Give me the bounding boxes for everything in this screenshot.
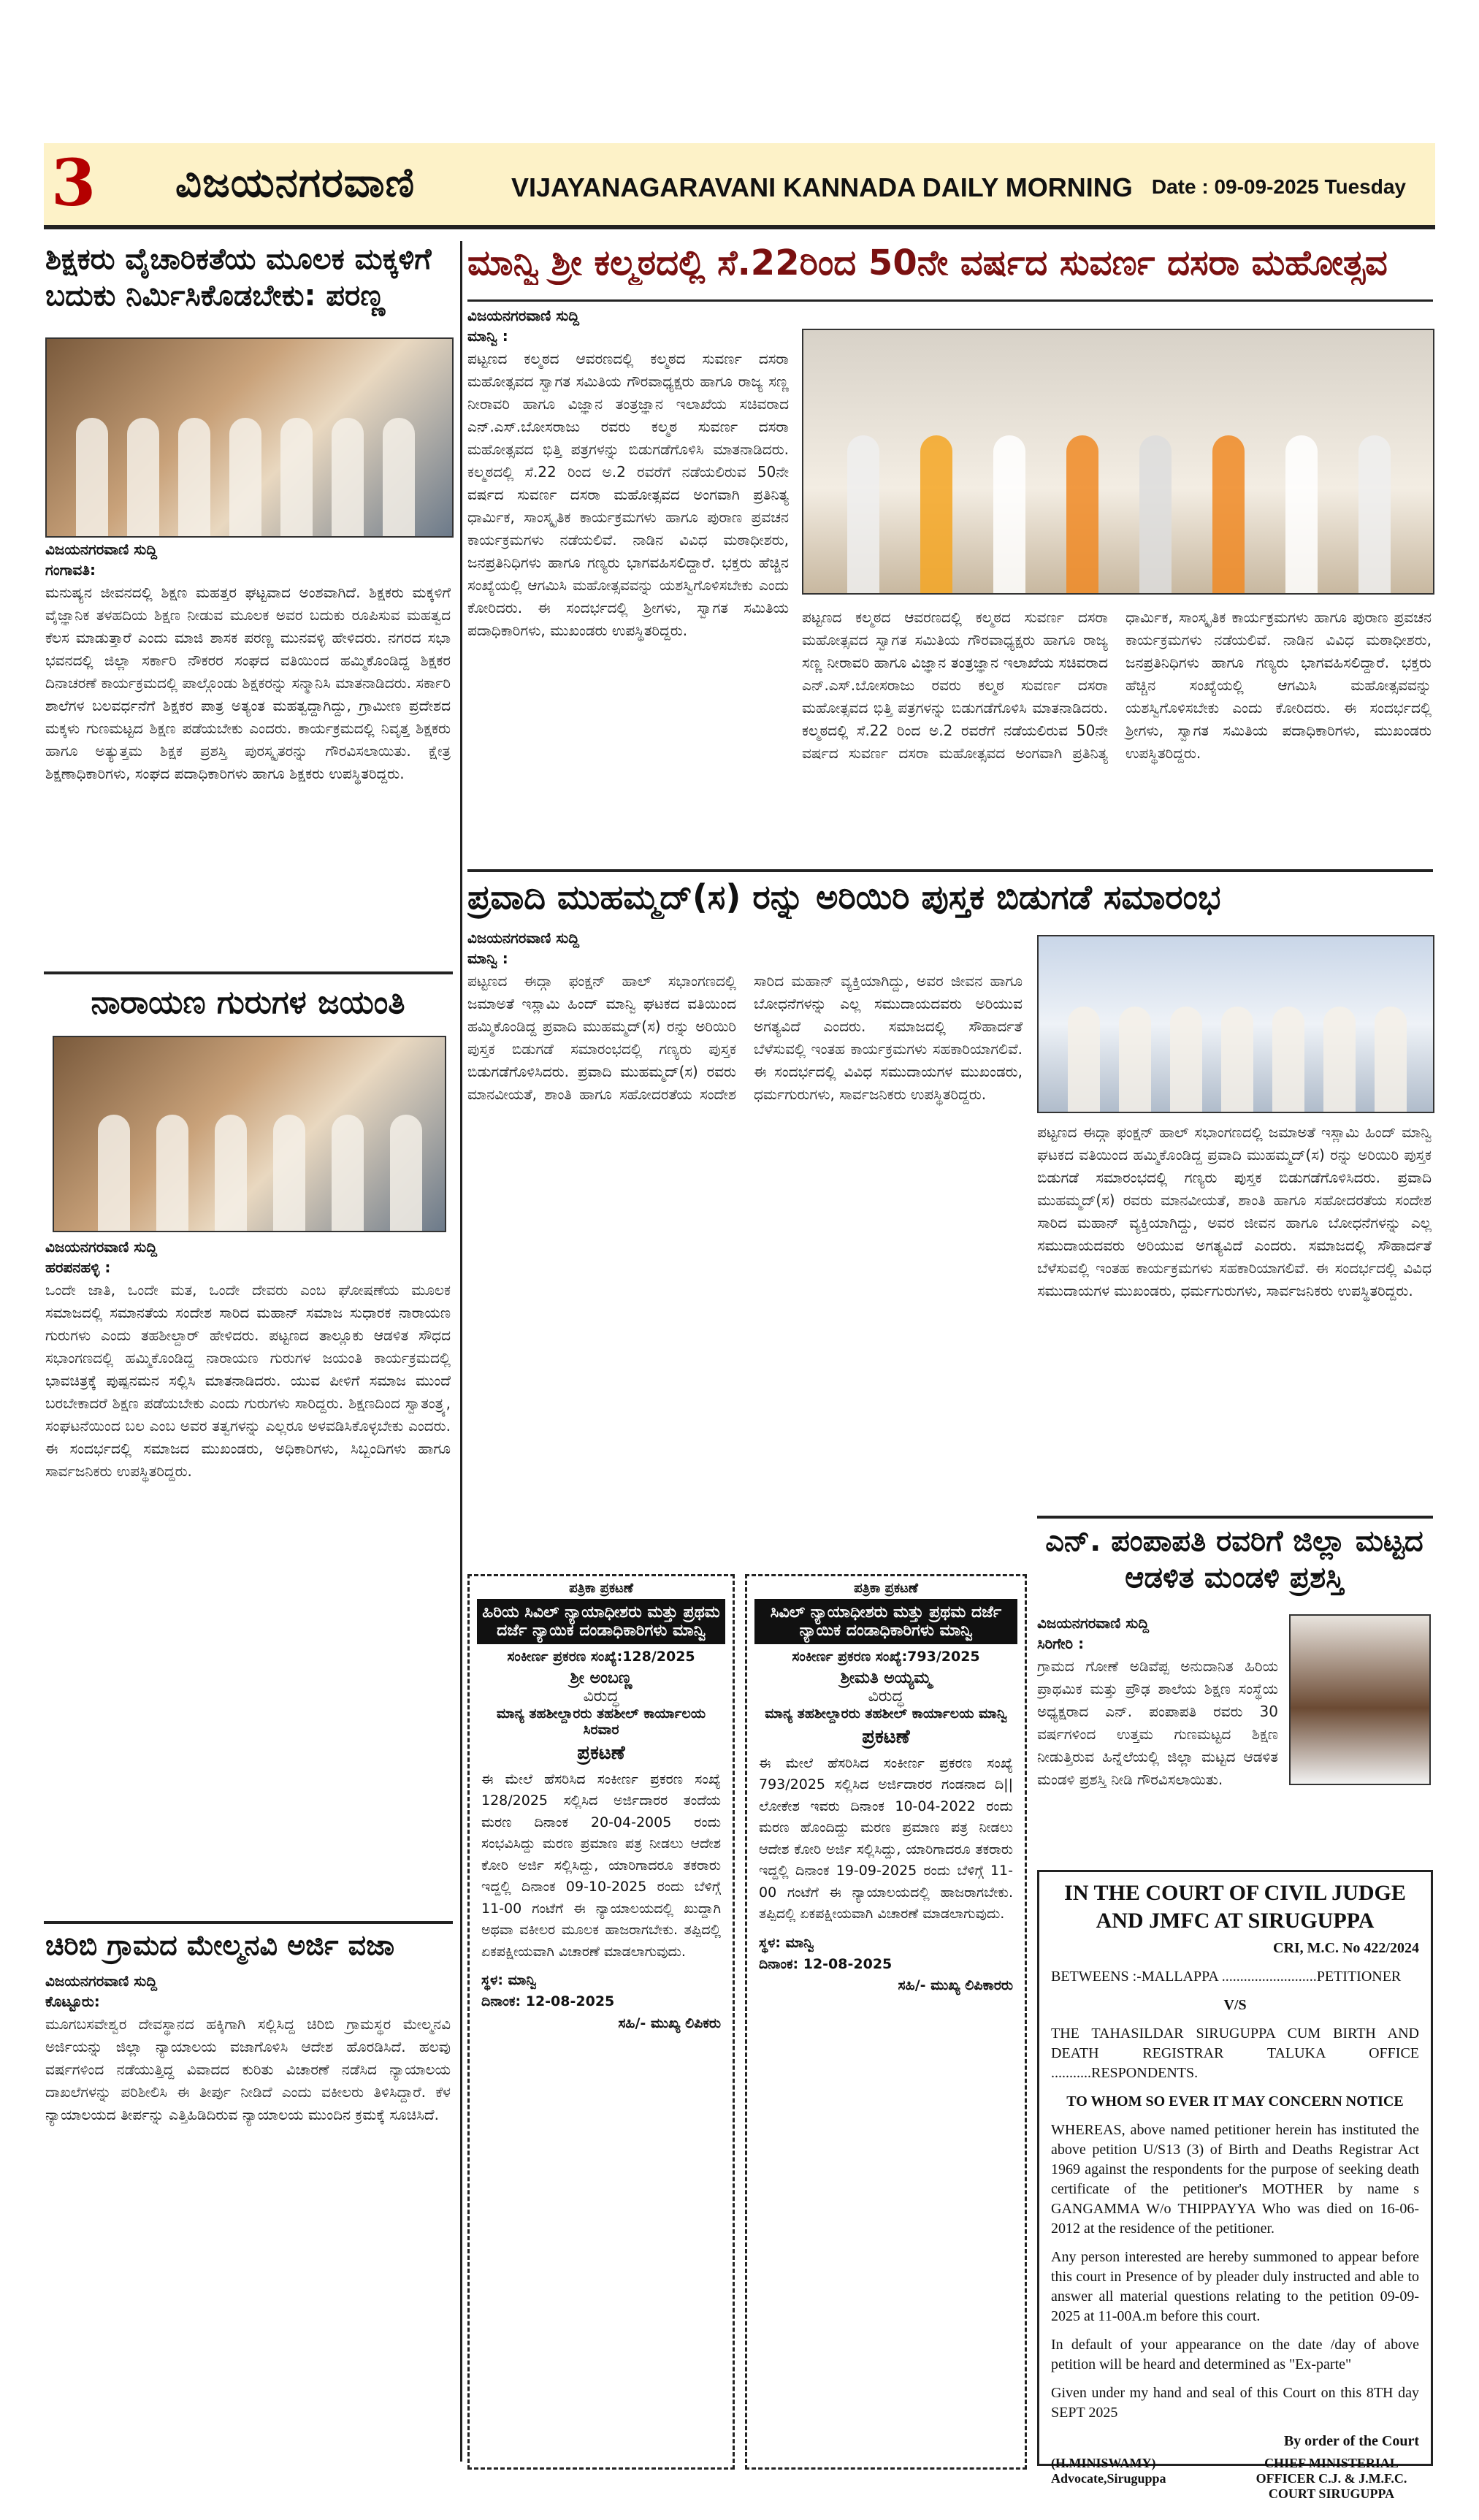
teachers-photo [45,337,454,538]
notice-court: ಸಿವಿಲ್ ನ್ಯಾಯಾಧೀಶರು ಮತ್ತು ಪ್ರಥಮ ದರ್ಜೆ ನ್ಯಾಯಿಕ ದಂಡಾಧಿಕಾರಿಗಳು ಮಾನ್ವಿ [754,1599,1017,1644]
teachers-body: ಮನುಷ್ಯನ ಜೀವನದಲ್ಲಿ ಶಿಕ್ಷಣ ಮಹತ್ತರ ಘಟ್ಟವಾದ ಅಂಶವಾಗಿದೆ. ಶಿಕ್ಷಕರು ಮಕ್ಕಳಿಗೆ ವೈಜ್ಞಾನಿಕ ತಳಹದಿಯ ಶಿಕ್ಷಣ ನೀಡುವ ಮೂಲಕ ಅವರ ಬದುಕು ರೂಪಿಸುವ ಮಹತ್ವದ ಕೆಲಸ ಮಾಡುತ್ತಾರೆ ಎಂದು ಮಾಜಿ ಶಾಸಕ ಪರಣ್ಣ ಮುನವಳ್ಳಿ ಹೇಳಿದರು. ನಗರದ ಸಭಾ ಭವನದಲ್ಲಿ ಜಿಲ್ಲಾ ಸರ್ಕಾರಿ ನೌಕರರ ಸಂಘದ ವತಿಯಿಂದ ಹಮ್ಮಿಕೊಂಡಿದ್ದ ಶಿಕ್ಷಕರ ದಿನಾಚರಣೆ ಕಾರ್ಯಕ್ರಮದಲ್ಲಿ ಪಾಲ್ಗೊಂಡು ಶಿಕ್ಷಕರನ್ನು ಸನ್ಮಾನಿಸಿ ಮಾತನಾಡಿದರು. ಸರ್ಕಾರಿ ಶಾಲೆಗಳ ಬಲವರ್ಧನೆಗೆ ಶಿಕ್ಷಕರ ಪಾತ್ರ ಅತ್ಯಂತ ಮಹತ್ವದ್ದಾಗಿದ್ದು, ಗ್ರಾಮೀಣ ಪ್ರದೇಶದ ಮಕ್ಕಳು ಗುಣಮಟ್ಟದ ಶಿಕ್ಷಣ ಪಡೆಯಬೇಕು ಎಂದರು. ಕಾರ್ಯಕ್ರಮದಲ್ಲಿ ನಿವೃತ್ತ ಶಿಕ್ಷಕರು ಹಾಗೂ ಅತ್ಯುತ್ತಮ ಶಿಕ್ಷಕ ಪ್ರಶಸ್ತಿ ಪುರಸ್ಕೃತರನ್ನು ಗೌರವಿಸಲಾಯಿತು. ಕ್ಷೇತ್ರ ಶಿಕ್ಷಣಾಧಿಕಾರಿಗಳು, ಸಂಘದ ಪದಾಧಿಕಾರಿಗಳು ಹಾಗೂ ಶಿಕ್ಷಕರು ಉಪಸ್ಥಿತರಿದ್ದರು. [45,584,451,782]
pampapathi-portrait [1289,1614,1431,1785]
dasara-body-left: ಪಟ್ಟಣದ ಕಲ್ಮಠದ ಆವರಣದಲ್ಲಿ ಕಲ್ಮಠದ ಸುವರ್ಣ ದಸರಾ ಮಹೋತ್ಸವದ ಸ್ವಾಗತ ಸಮಿತಿಯ ಗೌರವಾಧ್ಯಕ್ಷರು ಹಾಗೂ ರಾಜ್ಯ ಸಣ್ಣ ನೀರಾವರಿ ಹಾಗೂ ವಿಜ್ಞಾನ ತಂತ್ರಜ್ಞಾನ ಇಲಾಖೆಯ ಸಚಿವರಾದ ಎನ್.ಎಸ್.ಬೋಸರಾಜು ರವರು ಕಲ್ಮಠ ಸುವರ್ಣ ದಸರಾ ಮಹೋತ್ಸವದ ಭಿತ್ತಿ ಪತ್ರಗಳನ್ನು ಬಿಡುಗಡೆಗೊಳಿಸಿ ಮಾತನಾಡಿದರು. ಕಲ್ಮಠದಲ್ಲಿ ಸೆ.22 ರಿಂದ ಅ.2 ರವರೆಗೆ ನಡೆಯಲಿರುವ 50ನೇ ವರ್ಷದ ಸುವರ್ಣ ದಸರಾ ಮಹೋತ್ಸವದ ಅಂಗವಾಗಿ ಪ್ರತಿನಿತ್ಯ ಧಾರ್ಮಿಕ, ಸಾಂಸ್ಕೃತಿಕ ಕಾರ್ಯಕ್ರಮಗಳು ಹಾಗೂ ಪುರಾಣ ಪ್ರವಚನ ಕಾರ್ಯಕ್ರಮಗಳು ನಡೆಯಲಿವೆ. ನಾಡಿನ ವಿವಿಧ ಮಠಾಧೀಶರು, ಜನಪ್ರತಿನಿಧಿಗಳು ಹಾಗೂ ಗಣ್ಯರು ಭಾಗವಹಿಸಲಿದ್ದಾರೆ. ಭಕ್ತರು ಹೆಚ್ಚಿನ ಸಂಖ್ಯೆಯಲ್ಲಿ ಆಗಮಿಸಿ ಮಹೋತ್ಸವವನ್ನು ಯಶಸ್ವಿಗೊಳಿಸಬೇಕು ಎಂದು ಕೋರಿದರು. ಈ ಸಂದರ್ಭದಲ್ಲಿ ಶ್ರೀಗಳು, ಸ್ವಾಗತ ಸಮಿತಿಯ ಪದಾಧಿಕಾರಿಗಳು, ಮುಖಂಡರು ಉಪಸ್ಥಿತರಿದ್ದರು. [467,350,789,639]
dasara-photo [802,329,1434,595]
court-respondent: THE TAHASILDAR SIRUGUPPA CUM BIRTH AND DEATH REGISTRAR TALUKA OFFICE ...........RESPONDENTS. [1051,2025,1419,2081]
page-number: 3 [51,145,96,221]
court-notice-left [467,1574,735,2470]
notice-tag: ಪತ್ರಿಕಾ ಪ್ರಕಟಣೆ [569,1581,633,1596]
pampapathi-byline: ವಿಜಯನಗರವಾಣಿ ಸುದ್ದಿ [1037,1614,1150,1632]
court-officer: CHIEF MINISTERIAL OFFICER C.J. & J.M.F.C. COURT SIRUGUPPA [1256,2456,1407,2501]
notice-sign: ಸಹಿ/- ಮುಖ್ಯ ಲಿಪಿಕಾರರು [898,1977,1013,1994]
notice-place: ಸ್ಥಳ: ಮಾನ್ವಿ [481,1971,537,1988]
teachers-dateline: ಗಂಗಾವತಿ: [45,561,96,579]
divider [44,1921,453,1924]
prophet-headline: ಪ್ರವಾದಿ ಮುಹಮ್ಮದ್(ಸ) ರನ್ನು ಅರಿಯಿರಿ ಪುಸ್ತಕ ಬಿಡುಗಡೆ ಸಮಾರಂಭ [467,877,1221,917]
notice-petitioner: ಶ್ರೀ ಅಂಬಣ್ಣ [570,1669,633,1687]
teachers-headline: ಶಿಕ್ಷಕರು ವೈಚಾರಿಕತೆಯ ಮೂಲಕ ಮಕ್ಕಳಿಗೆ ಬದುಕು ನಿರ್ಮಿಸಿಕೊಡಬೇಕು: ಪರಣ್ಣ [45,243,432,313]
court-by-order: By order of the Court [1283,2433,1419,2449]
notice-vs: ವಿರುದ್ಧ [868,1687,904,1706]
notice-title: ಪ್ರಕಟಣೆ [862,1726,910,1748]
chiribi-headline: ಚಿರಿಬಿ ಗ್ರಾಮದ ಮೇಲ್ಮನವಿ ಅರ್ಜಿ ವಜಾ [45,1929,395,1961]
court-to-whom: TO WHOM SO EVER IT MAY CONCERN NOTICE [1066,2093,1404,2109]
notice-tag: ಪತ್ರಿಕಾ ಪ್ರಕಟಣೆ [854,1581,918,1596]
court-vs: V/S [1223,1997,1247,2013]
prophet-body-right: ಪಟ್ಟಣದ ಈದ್ಗಾ ಫಂಕ್ಷನ್ ಹಾಲ್ ಸಭಾಂಗಣದಲ್ಲಿ ಜಮಾಅತೆ ಇಸ್ಲಾಮಿ ಹಿಂದ್ ಮಾನ್ವಿ ಘಟಕದ ವತಿಯಿಂದ ಹಮ್ಮಿಕೊಂಡಿದ್ದ ಪ್ರವಾದಿ ಮುಹಮ್ಮದ್(ಸ) ರನ್ನು ಅರಿಯಿರಿ ಪುಸ್ತಕ ಬಿಡುಗಡೆ ಸಮಾರಂಭದಲ್ಲಿ ಗಣ್ಯರು ಪುಸ್ತಕ ಬಿಡುಗಡೆಗೊಳಿಸಿದರು. ಪ್ರವಾದಿ ಮುಹಮ್ಮದ್(ಸ) ರವರು ಮಾನವೀಯತೆ, ಶಾಂತಿ ಹಾಗೂ ಸಹೋದರತೆಯ ಸಂದೇಶ ಸಾರಿದ ಮಹಾನ್ ವ್ಯಕ್ತಿಯಾಗಿದ್ದು, ಅವರ ಜೀವನ ಹಾಗೂ ಬೋಧನೆಗಳನ್ನು ಎಲ್ಲ ಸಮುದಾಯದವರು ಅರಿಯುವ ಅಗತ್ಯವಿದೆ ಎಂದರು. ಸಮಾಜದಲ್ಲಿ ಸೌಹಾರ್ದತೆ ಬೆಳೆಸುವಲ್ಲಿ ಇಂತಹ ಕಾರ್ಯಕ್ರಮಗಳು ಸಹಕಾರಿಯಾಗಲಿವೆ. ಈ ಸಂದರ್ಭದಲ್ಲಿ ವಿವಿಧ ಸಮುದಾಯಗಳ ಮುಖಂಡರು, ಧರ್ಮಗುರುಗಳು, ಸಾರ್ವಜನಿಕರು ಉಪಸ್ಥಿತರಿದ್ದರು. [1037,1123,1432,1299]
notice-case: ಸಂಕೀರ್ಣ ಪ್ರಕರಣ ಸಂಖ್ಯೆ:793/2025 [792,1649,980,1665]
narayana-photo [53,1036,446,1232]
court-body-3: In default of your appearance on the date /day of above petition will be heard and determined as "Ex-parte" [1051,2337,1419,2372]
chiribi-byline: ವಿಜಯನಗರವಾಣಿ ಸುದ್ದಿ [45,1972,158,1990]
prophet-photo [1037,935,1434,1113]
notice-title: ಪ್ರಕಟಣೆ [577,1742,625,1764]
divider [1037,1516,1433,1519]
court-petitioner: BETWEENS :-MALLAPPA ..........................PETITIONER [1051,1969,1402,1985]
divider [467,299,1433,302]
pampapathi-body: ಗ್ರಾಮದ ಗೋಣೆ ಅಡಿವೆಪ್ಪ ಅನುದಾನಿತ ಹಿರಿಯ ಪ್ರಾಥಮಿಕ ಮತ್ತು ಪ್ರೌಢ ಶಾಲೆಯ ಶಿಕ್ಷಣ ಸಂಸ್ಥೆಯ ಅಧ್ಯಕ್ಷರಾದ ಎನ್. ಪಂಪಾಪತಿ ರವರು 30 ವರ್ಷಗಳಿಂದ ಉತ್ತಮ ಗುಣಮಟ್ಟದ ಶಿಕ್ಷಣ ನೀಡುತ್ತಿರುವ ಹಿನ್ನೆಲೆಯಲ್ಲಿ ಜಿಲ್ಲಾ ಮಟ್ಟದ ಆಡಳಿತ ಮಂಡಳಿ ಪ್ರಶಸ್ತಿ ನೀಡಿ ಗೌರವಿಸಲಾಯಿತು. [1037,1657,1278,1788]
court-notice-right [745,1574,1027,2470]
prophet-byline: ವಿಜಯನಗರವಾಣಿ ಸುದ್ದಿ [467,929,580,947]
notice-vs: ವಿರುದ್ಧ [583,1687,619,1706]
paper-name-english: VIJAYANAGARAVANI KANNADA DAILY MORNING [511,172,1133,202]
narayana-headline: ನಾರಾಯಣ ಗುರುಗಳ ಜಯಂತಿ [91,984,405,1021]
notice-date: ದಿನಾಂಕ: 12-08-2025 [481,1993,615,2010]
pampapathi-headline: ಎನ್. ಪಂಪಾಪತಿ ರವರಿಗೆ ಜಿಲ್ಲಾ ಮಟ್ಟದ ಆಡಳಿತ ಮಂಡಳಿ ಪ್ರಶಸ್ತಿ [1045,1524,1423,1595]
notice-body: ಈ ಮೇಲೆ ಹೆಸರಿಸಿದ ಸಂಕೀರ್ಣ ಪ್ರಕರಣ ಸಂಖ್ಯೆ 793/2025 ಸಲ್ಲಿಸಿದ ಅರ್ಜಿದಾರರ ಗಂಡನಾದ ದಿ|| ಲೋಕೇಶ ಇವರು ದಿನಾಂಕ 10-04-2022 ರಂದು ಮರಣ ಹೊಂದಿದ್ದು ಮರಣ ಪ್ರಮಾಣ ಪತ್ರ ನೀಡಲು ಆದೇಶ ಕೋರಿ ಅರ್ಜಿ ಸಲ್ಲಿಸಿದ್ದು, ಯಾರಿಗಾದರೂ ತಕರಾರು ಇದ್ದಲ್ಲಿ ದಿನಾಂಕ 19-09-2025 ರಂದು ಬೆಳಿಗ್ಗೆ 11-00 ಗಂಟೆಗೆ ಈ ನ್ಯಾಯಾಲಯದಲ್ಲಿ ಹಾಜರಾಗಬೇಕು. ತಪ್ಪಿದಲ್ಲಿ ಏಕಪಕ್ಷೀಯವಾಗಿ ವಿಚಾರಣೆ ಮಾಡಲಾಗುವುದು. [759,1755,1013,1923]
notice-sign: ಸಹಿ/- ಮುಖ್ಯ ಲಿಪಿಕರು [618,2015,721,2031]
notice-court: ಹಿರಿಯ ಸಿವಿಲ್ ನ್ಯಾಯಾಧೀಶರು ಮತ್ತು ಪ್ರಥಮ ದರ್ಜೆ ನ್ಯಾಯಿಕ ದಂಡಾಧಿಕಾರಿಗಳು ಮಾನ್ವಿ [477,1599,725,1644]
dasara-body-right: ಪಟ್ಟಣದ ಕಲ್ಮಠದ ಆವರಣದಲ್ಲಿ ಕಲ್ಮಠದ ಸುವರ್ಣ ದಸರಾ ಮಹೋತ್ಸವದ ಸ್ವಾಗತ ಸಮಿತಿಯ ಗೌರವಾಧ್ಯಕ್ಷರು ಹಾಗೂ ರಾಜ್ಯ ಸಣ್ಣ ನೀರಾವರಿ ಹಾಗೂ ವಿಜ್ಞಾನ ತಂತ್ರಜ್ಞಾನ ಇಲಾಖೆಯ ಸಚಿವರಾದ ಎನ್.ಎಸ್.ಬೋಸರಾಜು ರವರು ಕಲ್ಮಠ ಸುವರ್ಣ ದಸರಾ ಮಹೋತ್ಸವದ ಭಿತ್ತಿ ಪತ್ರಗಳನ್ನು ಬಿಡುಗಡೆಗೊಳಿಸಿ ಮಾತನಾಡಿದರು. ಕಲ್ಮಠದಲ್ಲಿ ಸೆ.22 ರಿಂದ ಅ.2 ರವರೆಗೆ ನಡೆಯಲಿರುವ 50ನೇ ವರ್ಷದ ಸುವರ್ಣ ದಸರಾ ಮಹೋತ್ಸವದ ಅಂಗವಾಗಿ ಪ್ರತಿನಿತ್ಯ ಧಾರ್ಮಿಕ, ಸಾಂಸ್ಕೃತಿಕ ಕಾರ್ಯಕ್ರಮಗಳು ಹಾಗೂ ಪುರಾಣ ಪ್ರವಚನ ಕಾರ್ಯಕ್ರಮಗಳು ನಡೆಯಲಿವೆ. ನಾಡಿನ ವಿವಿಧ ಮಠಾಧೀಶರು, ಜನಪ್ರತಿನಿಧಿಗಳು ಹಾಗೂ ಗಣ್ಯರು ಭಾಗವಹಿಸಲಿದ್ದಾರೆ. ಭಕ್ತರು ಹೆಚ್ಚಿನ ಸಂಖ್ಯೆಯಲ್ಲಿ ಆಗಮಿಸಿ ಮಹೋತ್ಸವವನ್ನು ಯಶಸ್ವಿಗೊಳಿಸಬೇಕು ಎಂದು ಕೋರಿದರು. ಈ ಸಂದರ್ಭದಲ್ಲಿ ಶ್ರೀಗಳು, ಸ್ವಾಗತ ಸಮಿತಿಯ ಪದಾಧಿಕಾರಿಗಳು, ಮುಖಂಡರು ಉಪಸ್ಥಿತರಿದ್ದರು. [802,608,1432,762]
notice-respondent: ಮಾನ್ಯ ತಹಶೀಲ್ದಾರರು ತಹಶೀಲ್ ಕಾರ್ಯಾಲಯ ಸಿರವಾರ [496,1706,706,1738]
masthead [44,143,1435,229]
divider [467,869,1433,872]
notice-case: ಸಂಕೀರ್ಣ ಪ್ರಕರಣ ಸಂಖ್ಯೆ:128/2025 [507,1649,695,1665]
court-body-1: WHEREAS, above named petitioner herein has instituted the above petition U/S13 (3) of Birth and Deaths Registrar Act 1969 against the respondents for the purpose of seeking death certificate of the petitioner's MOTHER by name s GANGAMMA W/o THIPPAYYA Who was died on 16-06-2012 at the residence of the petitioner. [1051,2122,1419,2237]
column-divider [460,241,462,2462]
court-advocate: (H.MINISWAMY) Advocate,Siruguppa [1051,2456,1166,2486]
narayana-dateline: ಹರಪನಹಳ್ಳಿ : [45,1259,111,1276]
court-body-2: Any person interested are hereby summoned to appear before this court in Presence of by pleader duly instructed and able to answer all material questions relating to the petition 09-09-2025 at 11-00A.m before this court. [1051,2249,1419,2324]
notice-respondent: ಮಾನ್ಯ ತಹಶೀಲ್ದಾರರು ತಹಶೀಲ್ ಕಾರ್ಯಾಲಯ ಮಾನ್ವಿ [765,1706,1007,1722]
notice-petitioner: ಶ್ರೀಮತಿ ಅಯ್ಯಮ್ಮ [840,1669,932,1687]
notice-place: ಸ್ಥಳ: ಮಾನ್ವಿ [759,1934,814,1951]
pampapathi-dateline: ಸಿರಿಗೇರಿ : [1037,1635,1085,1652]
narayana-body: ಒಂದೇ ಜಾತಿ, ಒಂದೇ ಮತ, ಒಂದೇ ದೇವರು ಎಂಬ ಘೋಷಣೆಯ ಮೂಲಕ ಸಮಾಜದಲ್ಲಿ ಸಮಾನತೆಯ ಸಂದೇಶ ಸಾರಿದ ಮಹಾನ್ ಸಮಾಜ ಸುಧಾರಕ ನಾರಾಯಣ ಗುರುಗಳು ಎಂದು ತಹಶೀಲ್ದಾರ್ ಹೇಳಿದರು. ಪಟ್ಟಣದ ತಾಲ್ಲೂಕು ಆಡಳಿತ ಸೌಧದ ಸಭಾಂಗಣದಲ್ಲಿ ಹಮ್ಮಿಕೊಂಡಿದ್ದ ನಾರಾಯಣ ಗುರುಗಳ ಜಯಂತಿ ಕಾರ್ಯಕ್ರಮದಲ್ಲಿ ಭಾವಚಿತ್ರಕ್ಕೆ ಪುಷ್ಪನಮನ ಸಲ್ಲಿಸಿ ಮಾತನಾಡಿದರು. ಯುವ ಪೀಳಿಗೆ ಸಮಾಜ ಮುಂದೆ ಬರಬೇಕಾದರೆ ಶಿಕ್ಷಣ ಪಡೆಯಬೇಕು ಎಂದು ಗುರುಗಳು ಸಾರಿದ್ದರು. ಶಿಕ್ಷಣದಿಂದ ಸ್ವಾತಂತ್ರ್ಯ, ಸಂಘಟನೆಯಿಂದ ಬಲ ಎಂಬ ಅವರ ತತ್ವಗಳನ್ನು ಎಲ್ಲರೂ ಅಳವಡಿಸಿಕೊಳ್ಳಬೇಕು ಎಂದರು. ಈ ಸಂದರ್ಭದಲ್ಲಿ ಸಮಾಜದ ಮುಖಂಡರು, ಅಧಿಕಾರಿಗಳು, ಸಿಬ್ಬಂದಿಗಳು ಹಾಗೂ ಸಾರ್ವಜನಿಕರು ಉಪಸ್ಥಿತರಿದ್ದರು. [45,1281,451,1480]
chiribi-dateline: ಕೊಟ್ಟೂರು: [45,1993,100,2010]
english-court-notice [1037,1870,1433,2501]
court-given: Given under my hand and seal of this Court on this 8TH day SEPT 2025 [1051,2385,1419,2421]
prophet-dateline: ಮಾನ್ವಿ : [467,950,508,967]
paper-name-kannada: ವಿಜಯನಗರವಾಣಿ [175,159,416,207]
dasara-byline: ವಿಜಯನಗರವಾಣಿ ಸುದ್ದಿ [467,307,580,324]
divider [44,971,453,974]
prophet-body: ಪಟ್ಟಣದ ಈದ್ಗಾ ಫಂಕ್ಷನ್ ಹಾಲ್ ಸಭಾಂಗಣದಲ್ಲಿ ಜಮಾಅತೆ ಇಸ್ಲಾಮಿ ಹಿಂದ್ ಮಾನ್ವಿ ಘಟಕದ ವತಿಯಿಂದ ಹಮ್ಮಿಕೊಂಡಿದ್ದ ಪ್ರವಾದಿ ಮುಹಮ್ಮದ್(ಸ) ರನ್ನು ಅರಿಯಿರಿ ಪುಸ್ತಕ ಬಿಡುಗಡೆ ಸಮಾರಂಭದಲ್ಲಿ ಗಣ್ಯರು ಪುಸ್ತಕ ಬಿಡುಗಡೆಗೊಳಿಸಿದರು. ಪ್ರವಾದಿ ಮುಹಮ್ಮದ್(ಸ) ರವರು ಮಾನವೀಯತೆ, ಶಾಂತಿ ಹಾಗೂ ಸಹೋದರತೆಯ ಸಂದೇಶ ಸಾರಿದ ಮಹಾನ್ ವ್ಯಕ್ತಿಯಾಗಿದ್ದು, ಅವರ ಜೀವನ ಹಾಗೂ ಬೋಧನೆಗಳನ್ನು ಎಲ್ಲ ಸಮುದಾಯದವರು ಅರಿಯುವ ಅಗತ್ಯವಿದೆ ಎಂದರು. ಸಮಾಜದಲ್ಲಿ ಸೌಹಾರ್ದತೆ ಬೆಳೆಸುವಲ್ಲಿ ಇಂತಹ ಕಾರ್ಯಕ್ರಮಗಳು ಸಹಕಾರಿಯಾಗಲಿವೆ. ಈ ಸಂದರ್ಭದಲ್ಲಿ ವಿವಿಧ ಸಮುದಾಯಗಳ ಮುಖಂಡರು, ಧರ್ಮಗುರುಗಳು, ಸಾರ್ವಜನಿಕರು ಉಪಸ್ಥಿತರಿದ್ದರು. [467,972,1023,1103]
notice-date: ದಿನಾಂಕ: 12-08-2025 [759,1955,893,1972]
issue-date: Date : 09-09-2025 Tuesday [1151,175,1406,198]
notice-body: ಈ ಮೇಲೆ ಹೆಸರಿಸಿದ ಸಂಕೀರ್ಣ ಪ್ರಕರಣ ಸಂಖ್ಯೆ 128/2025 ಸಲ್ಲಿಸಿದ ಅರ್ಜಿದಾರರ ತಂದೆಯ ಮರಣ ದಿನಾಂಕ 20-04-2005 ರಂದು ಸಂಭವಿಸಿದ್ದು ಮರಣ ಪ್ರಮಾಣ ಪತ್ರ ನೀಡಲು ಆದೇಶ ಕೋರಿ ಅರ್ಜಿ ಸಲ್ಲಿಸಿದ್ದು, ಯಾರಿಗಾದರೂ ತಕರಾರು ಇದ್ದಲ್ಲಿ ದಿನಾಂಕ 09-10-2025 ರಂದು ಬೆಳಿಗ್ಗೆ 11-00 ಗಂಟೆಗೆ ಈ ನ್ಯಾಯಾಲಯದಲ್ಲಿ ಖುದ್ದಾಗಿ ಅಥವಾ ವಕೀಲರ ಮೂಲಕ ಹಾಜರಾಗಬೇಕು. ತಪ್ಪಿದಲ್ಲಿ ಏಕಪಕ್ಷೀಯವಾಗಿ ವಿಚಾರಣೆ ಮಾಡಲಾಗುವುದು. [481,1771,721,1960]
court-title: IN THE COURT OF CIVIL JUDGE AND JMFC AT SIRUGUPPA [1064,1881,1406,1933]
court-case-no: CRI, M.C. No 422/2024 [1273,1940,1419,1956]
narayana-byline: ವಿಜಯನಗರವಾಣಿ ಸುದ್ದಿ [45,1238,158,1256]
dasara-headline: ಮಾನ್ವಿ ಶ್ರೀ ಕಲ್ಮಠದಲ್ಲಿ ಸೆ.22ರಿಂದ 50ನೇ ವರ್ಷದ ಸುವರ್ಣ ದಸರಾ ಮಹೋತ್ಸವ [467,243,1388,283]
dasara-dateline: ಮಾನ್ವಿ : [467,327,508,345]
court-signatures [1039,2456,1431,2502]
chiribi-body: ಮೂಗಬಸವೇಶ್ವರ ದೇವಸ್ಥಾನದ ಹಕ್ಕಿಗಾಗಿ ಸಲ್ಲಿಸಿದ್ದ ಚಿರಿಬಿ ಗ್ರಾಮಸ್ಥರ ಮೇಲ್ಮನವಿ ಅರ್ಜಿಯನ್ನು ಜಿಲ್ಲಾ ನ್ಯಾಯಾಲಯ ವಜಾಗೊಳಿಸಿ ಆದೇಶ ಹೊರಡಿಸಿದೆ. ಹಲವು ವರ್ಷಗಳಿಂದ ನಡೆಯುತ್ತಿದ್ದ ವಿವಾದದ ಕುರಿತು ವಿಚಾರಣೆ ನಡೆಸಿದ ನ್ಯಾಯಾಲಯ ದಾಖಲೆಗಳನ್ನು ಪರಿಶೀಲಿಸಿ ಈ ತೀರ್ಪು ನೀಡಿದೆ ಎಂದು ವಕೀಲರು ತಿಳಿಸಿದ್ದಾರೆ. ಕೆಳ ನ್ಯಾಯಾಲಯದ ತೀರ್ಪನ್ನು ಎತ್ತಿಹಿಡಿದಿರುವ ನ್ಯಾಯಾಲಯ ಮುಂದಿನ ಕ್ರಮಕ್ಕೆ ಸೂಚಿಸಿದೆ. [45,2015,451,2123]
teachers-byline: ವಿಜಯನಗರವಾಣಿ ಸುದ್ದಿ [45,541,158,558]
